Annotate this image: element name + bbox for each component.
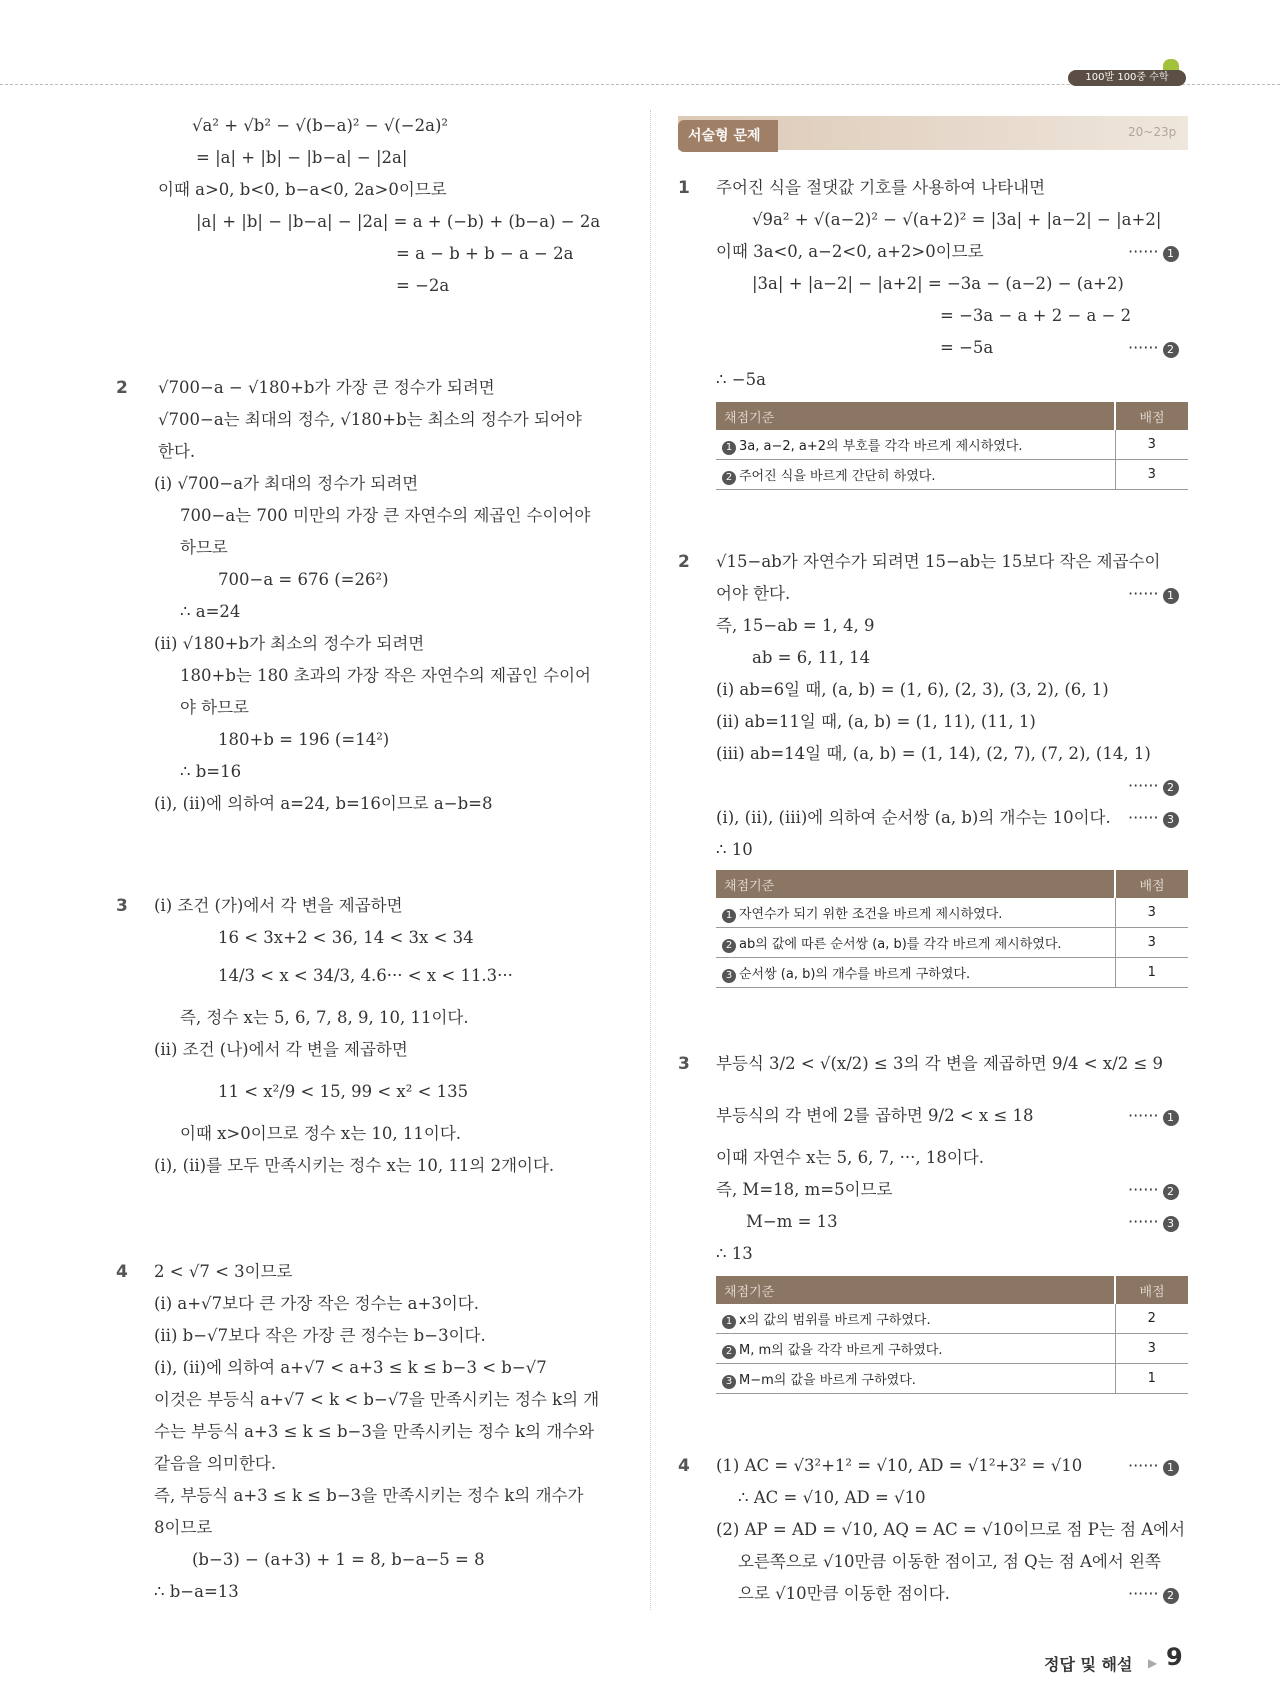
book-title-badge: 100발 100중 수학 — [1068, 70, 1186, 86]
text-line: (ⅲ) ab=14일 때, (a, b) = (1, 14), (2, 7), (7, 2), (14, 1) — [716, 744, 1151, 763]
text-line: = −2a — [396, 276, 450, 295]
text-line: 이때 3a<0, a−2<0, a+2>0이므로 — [716, 242, 984, 261]
text-line: |3a| + |a−2| − |a+2| = −3a − (a−2) − (a+2) — [752, 274, 1124, 293]
grading-points: 3 — [1115, 928, 1188, 958]
text-line: 14/3 < x < 34/3, 4.6··· < x < 11.3··· — [218, 966, 513, 985]
grading-criterion: 2 ab의 값에 따른 순서쌍 (a, b)를 각각 바르게 제시하였다. — [716, 928, 1115, 958]
text-line: (b−3) − (a+3) + 1 = 8, b−a−5 = 8 — [192, 1550, 485, 1569]
grading-header: 채점기준 — [716, 1276, 1115, 1304]
text-line: 한다. — [158, 442, 196, 461]
text-line: (ⅰ), (ⅱ)에 의하여 a=24, b=16이므로 a−b=8 — [154, 794, 493, 813]
text-line: 즉, 15−ab = 1, 4, 9 — [716, 616, 875, 635]
text-line: 16 < 3x+2 < 36, 14 < 3x < 34 — [218, 928, 474, 947]
text-line: 700−a는 700 미만의 가장 큰 자연수의 제곱인 수이어야 — [180, 506, 591, 525]
text-line: 수는 부등식 a+3 ≤ k ≤ b−3을 만족시키는 정수 k의 개수와 — [154, 1422, 595, 1441]
text-line: |a| + |b| − |b−a| − |2a| = a + (−b) + (b−a) − 2a — [196, 212, 601, 231]
column-divider — [650, 110, 651, 1610]
text-line: (ⅰ) √700−a가 최대의 정수가 되려면 — [154, 474, 419, 493]
points-header: 배점 — [1115, 1276, 1188, 1304]
text-line: = a − b + b − a − 2a — [396, 244, 574, 263]
text-line: √a² + √b² − √(b−a)² − √(−2a)² — [192, 116, 448, 135]
text-line: (2) AP = AD = √10, AQ = AC = √10이므로 점 P는 점 A에서 — [716, 1520, 1186, 1539]
text-line: 같음을 의미한다. — [154, 1454, 277, 1473]
grading-criterion: 3 순서쌍 (a, b)의 개수를 바르게 구하였다. — [716, 958, 1115, 988]
text-line: 이때 a>0, b<0, b−a<0, 2a>0이므로 — [158, 180, 447, 199]
text-line: 700−a = 676 (=26²) — [218, 570, 389, 589]
grading-criterion: 2 M, m의 값을 각각 바르게 구하였다. — [716, 1334, 1115, 1364]
text-line: 야 하므로 — [180, 698, 250, 717]
step-marker: ······ 2 — [1128, 1584, 1182, 1604]
text-line: 이때 x>0이므로 정수 x는 10, 11이다. — [180, 1124, 462, 1143]
essay-section-tab: 서술형 문제 — [678, 120, 778, 152]
text-line: ∴ 13 — [716, 1244, 753, 1263]
text-line: (ⅱ) ab=11일 때, (a, b) = (1, 11), (11, 1) — [716, 712, 1036, 731]
text-line: = −3a − a + 2 − a − 2 — [940, 306, 1132, 325]
page-number: 9 — [1166, 1643, 1183, 1671]
text-line: 부등식 3/2 < √(x/2) ≤ 3의 각 변을 제곱하면 9/4 < x/2 ≤ 9 — [716, 1054, 1164, 1073]
text-line: √15−ab가 자연수가 되려면 15−ab는 15보다 작은 제곱수이 — [716, 552, 1161, 571]
grading-points: 1 — [1115, 1364, 1188, 1394]
text-line: 180+b는 180 초과의 가장 작은 자연수의 제곱인 수이어 — [180, 666, 591, 685]
grading-criterion: 3 M−m의 값을 바르게 구하였다. — [716, 1364, 1115, 1394]
text-line: ∴ b=16 — [180, 762, 242, 781]
text-line: (ⅱ) √180+b가 최소의 정수가 되려면 — [154, 634, 425, 653]
text-line: 이것은 부등식 a+√7 < k < b−√7을 만족시키는 정수 k의 개 — [154, 1390, 600, 1409]
step-marker: ······ 1 — [1128, 1456, 1182, 1476]
text-line: (ⅰ) ab=6일 때, (a, b) = (1, 6), (2, 3), (3, 2), (6, 1) — [716, 680, 1109, 699]
grading-header: 채점기준 — [716, 870, 1115, 898]
footer-arrow-icon: ▶ — [1148, 1656, 1158, 1670]
text-line: 하므로 — [180, 538, 228, 557]
text-line: 2 < √7 < 3이므로 — [154, 1262, 293, 1281]
text-line: 즉, 부등식 a+3 ≤ k ≤ b−3을 만족시키는 정수 k의 개수가 — [154, 1486, 584, 1505]
grading-points: 3 — [1115, 460, 1188, 490]
text-line: ∴ −5a — [716, 370, 766, 389]
text-line: (ⅰ), (ⅱ)를 모두 만족시키는 정수 x는 10, 11의 2개이다. — [154, 1156, 555, 1175]
text-line: = −5a — [940, 338, 994, 357]
text-line: 즉, 정수 x는 5, 6, 7, 8, 9, 10, 11이다. — [180, 1008, 469, 1027]
grading-table — [716, 1276, 1188, 1394]
grading-points: 2 — [1115, 1304, 1188, 1334]
text-line: ab = 6, 11, 14 — [752, 648, 871, 667]
text-line: 어야 한다. — [716, 584, 791, 603]
step-marker: ······ 2 — [1128, 1180, 1182, 1200]
text-line: 으로 √10만큼 이동한 점이다. — [738, 1584, 950, 1603]
problem-number: 1 — [678, 178, 690, 198]
points-header: 배점 — [1115, 402, 1188, 430]
grading-points: 3 — [1115, 1334, 1188, 1364]
footer-label: 정답 및 해설 — [1044, 1655, 1133, 1674]
text-line: = |a| + |b| − |b−a| − |2a| — [196, 148, 408, 167]
text-line: (ⅰ) a+√7보다 큰 가장 작은 정수는 a+3이다. — [154, 1294, 479, 1313]
step-marker: ······ 3 — [1128, 1212, 1182, 1232]
text-line: 180+b = 196 (=14²) — [218, 730, 390, 749]
text-line: (ⅱ) b−√7보다 작은 가장 큰 정수는 b−3이다. — [154, 1326, 486, 1345]
grading-header: 채점기준 — [716, 402, 1115, 430]
problem-number: 4 — [678, 1456, 690, 1476]
grading-points: 3 — [1115, 898, 1188, 928]
problem-number: 4 — [116, 1262, 128, 1282]
text-line: (1) AC = √3²+1² = √10, AD = √1²+3² = √10 — [716, 1456, 1083, 1475]
step-marker: ······ 3 — [1128, 808, 1182, 828]
text-line: √700−a − √180+b가 가장 큰 정수가 되려면 — [158, 378, 495, 397]
problem-number: 3 — [116, 896, 128, 916]
step-marker: ······ 2 — [1128, 776, 1182, 796]
points-header: 배점 — [1115, 870, 1188, 898]
step-marker: ······ 1 — [1128, 584, 1182, 604]
step-marker: ······ 1 — [1128, 1106, 1182, 1126]
text-line: √700−a는 최대의 정수, √180+b는 최소의 정수가 되어야 — [158, 410, 582, 429]
text-line: ∴ b−a=13 — [154, 1582, 239, 1601]
text-line: 오른쪽으로 √10만큼 이동한 점이고, 점 Q는 점 A에서 왼쪽 — [738, 1552, 1161, 1571]
text-line: √9a² + √(a−2)² − √(a+2)² = |3a| + |a−2| − |a+2| — [752, 210, 1162, 229]
text-line: (ⅰ), (ⅱ)에 의하여 a+√7 < a+3 ≤ k ≤ b−3 < b−√7 — [154, 1358, 547, 1377]
text-line: M−m = 13 — [746, 1212, 838, 1231]
text-line: 주어진 식을 절댓값 기호를 사용하여 나타내면 — [716, 178, 1046, 197]
text-line: 8이므로 — [154, 1518, 213, 1537]
grading-points: 3 — [1115, 430, 1188, 460]
text-line: ∴ AC = √10, AD = √10 — [738, 1488, 926, 1507]
text-line: (ⅱ) 조건 (나)에서 각 변을 제곱하면 — [154, 1040, 408, 1059]
problem-number: 3 — [678, 1054, 690, 1074]
grading-table — [716, 870, 1188, 988]
text-line: 이때 자연수 x는 5, 6, 7, ···, 18이다. — [716, 1148, 984, 1167]
problem-number: 2 — [116, 378, 128, 398]
text-line: (ⅰ), (ⅱ), (ⅲ)에 의하여 순서쌍 (a, b)의 개수는 10이다. — [716, 808, 1111, 827]
text-line: 부등식의 각 변에 2를 곱하면 9/2 < x ≤ 18 — [716, 1106, 1034, 1125]
grading-criterion: 1 x의 값의 범위를 바르게 구하였다. — [716, 1304, 1115, 1334]
essay-page-range: 20~23p — [1128, 125, 1177, 139]
text-line: ∴ 10 — [716, 840, 753, 859]
step-marker: ······ 2 — [1128, 338, 1182, 358]
grading-criterion: 1 자연수가 되기 위한 조건을 바르게 제시하였다. — [716, 898, 1115, 928]
grading-table — [716, 402, 1188, 490]
grading-points: 1 — [1115, 958, 1188, 988]
text-line: (ⅰ) 조건 (가)에서 각 변을 제곱하면 — [154, 896, 403, 915]
text-line: 즉, M=18, m=5이므로 — [716, 1180, 893, 1199]
text-line: 11 < x²/9 < 15, 99 < x² < 135 — [218, 1082, 469, 1101]
step-marker: ······ 1 — [1128, 242, 1182, 262]
text-line: ∴ a=24 — [180, 602, 241, 621]
problem-number: 2 — [678, 552, 690, 572]
grading-criterion: 2 주어진 식을 바르게 간단히 하였다. — [716, 460, 1115, 490]
grading-criterion: 1 3a, a−2, a+2의 부호를 각각 바르게 제시하였다. — [716, 430, 1115, 460]
